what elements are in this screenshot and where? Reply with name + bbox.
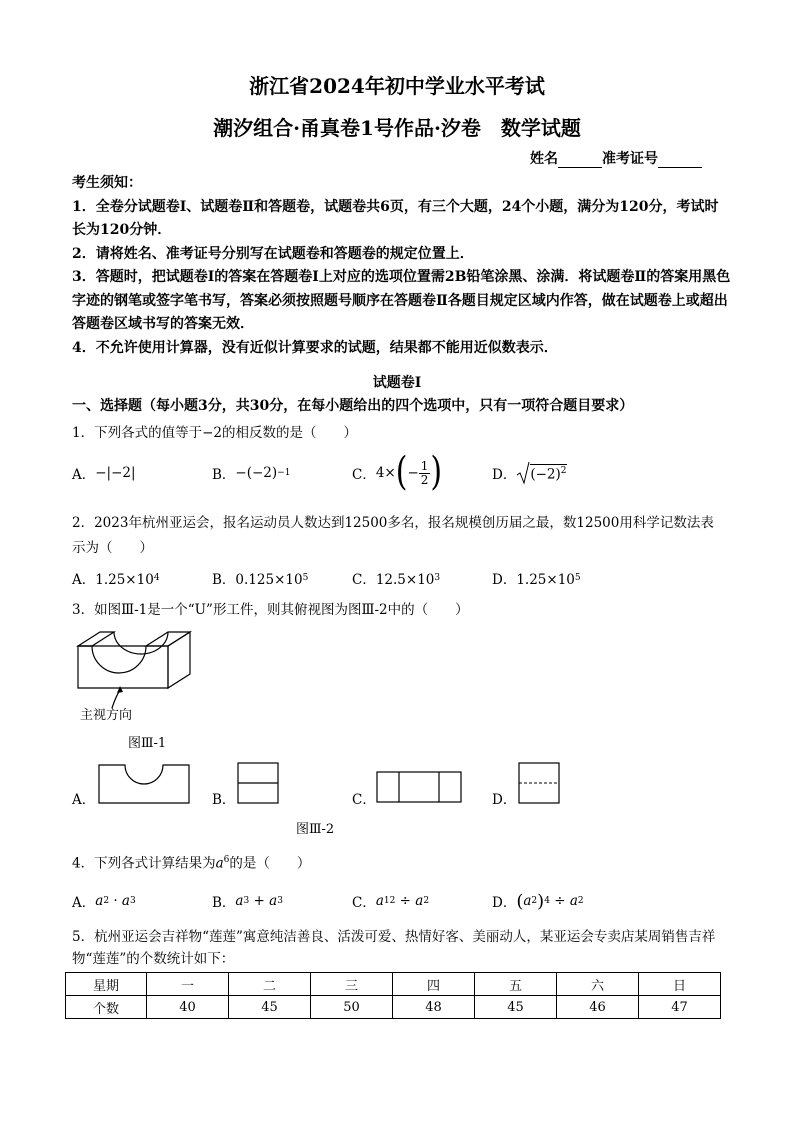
notice-item: 1．全卷分试题卷Ⅰ、试题卷Ⅱ和答题卷，试题卷共6页，有三个大题，24个小题，满分为120分，考试时长为120分钟．: [72, 198, 719, 238]
exam-subtitle: 潮汐组合·甬真卷1号作品·汐卷 数学试题: [213, 116, 581, 140]
table-cell: 45: [229, 996, 311, 1019]
exam-title: 浙江省2024年初中学业水平考试: [249, 74, 545, 98]
table-cell: 48: [393, 996, 475, 1019]
option-letter: A．: [72, 467, 96, 483]
table-cell: 45: [475, 996, 557, 1019]
view-a-icon: [98, 764, 190, 804]
table-cell: 六: [557, 973, 639, 996]
table-cell: 四: [393, 973, 475, 996]
table-row: [66, 973, 721, 996]
option-expr: (−2): [530, 466, 561, 483]
q4-option-a[interactable]: A． a 2 · a 3: [72, 893, 136, 911]
q1-stem: 1．下列各式的值等于−2的相反数的是（ ）: [72, 425, 357, 441]
name-blank[interactable]: [558, 153, 602, 168]
table-row: [66, 996, 721, 1019]
option-expr: −(−2): [235, 465, 278, 481]
option-expr: 4×: [375, 465, 396, 481]
q4-stem: 4．下列各式计算结果为$a^6$的是（ ）: [72, 855, 311, 872]
q1-option-a[interactable]: [72, 458, 136, 488]
table-cell: 二: [229, 973, 311, 996]
fraction: $\frac{1}{2}$: [420, 458, 429, 487]
table-cell: 一: [147, 973, 229, 996]
section-title: 一、选择题（每小题3分，共30分，在每小题给出的四个选项中，只有一项符合题目要求）: [72, 398, 634, 414]
table-cell: 40: [147, 996, 229, 1019]
table-cell: 46: [557, 996, 639, 1019]
option-letter: C．: [352, 467, 376, 483]
table-cell: 星期: [66, 973, 147, 996]
q1-options: [72, 449, 732, 496]
table-cell: 日: [639, 973, 721, 996]
q3-stem: 3．如图Ⅲ-1是一个“U”形工件，则其俯视图为图Ⅲ-2中的（ ）: [72, 602, 469, 618]
table-cell: 47: [639, 996, 721, 1019]
q4-option-c[interactable]: C． a 12 ÷ a 2: [352, 893, 430, 911]
q2-option-b[interactable]: B．0.125×10 5: [212, 572, 309, 588]
q3-option-b[interactable]: B．: [212, 792, 236, 808]
fig2-label: 图Ⅲ-2: [296, 822, 335, 837]
q3-option-d[interactable]: D．: [492, 792, 517, 808]
option-letter: D．: [492, 467, 517, 483]
q2-stem: 2．2023年杭州亚运会，报名运动员人数达到12500多名，报名规模创历届之最，数12500用科学记数法表示为（ ）: [72, 515, 714, 556]
q2-options: [72, 563, 732, 593]
q2-option-d[interactable]: D．1.25×10 5: [492, 572, 581, 588]
sqrt-icon: [516, 461, 530, 485]
view-c-icon: [376, 771, 462, 803]
option-sup: −1: [277, 468, 291, 478]
table-cell: 个数: [66, 996, 147, 1019]
id-label: 准考证号: [602, 151, 658, 167]
q3-option-c[interactable]: C．: [352, 792, 376, 808]
q4-option-b[interactable]: B． a 3 + a 3: [212, 893, 283, 911]
table-cell: 五: [475, 973, 557, 996]
q5-stem: 5．杭州亚运会吉祥物“莲莲”寓意纯洁善良、活泼可爱、热情好客、美丽动人，某亚运会专卖店某周销售吉祥物“莲莲”的个数统计如下：: [72, 929, 716, 967]
q1-option-b[interactable]: [212, 458, 290, 488]
table-cell: 50: [311, 996, 393, 1019]
q2-option-c[interactable]: C．12.5×10 3: [352, 572, 441, 588]
fig1-label: 图Ⅲ-1: [128, 736, 167, 751]
notice-heading: 考生须知：: [72, 175, 142, 191]
sales-table: [65, 972, 721, 1019]
table-cell: 三: [311, 973, 393, 996]
candidate-info: [530, 148, 702, 168]
q1-option-c[interactable]: C． 4× ( − $\frac{1}{2}$ ): [352, 449, 443, 496]
notice-block: [72, 172, 732, 360]
notice-item: 2．请将姓名、准考证号分别写在试题卷和答题卷的规定位置上．: [72, 245, 474, 262]
id-blank[interactable]: [658, 153, 702, 168]
q1-option-d[interactable]: D． $(-2)^2$: [492, 458, 567, 488]
notice-item: 4．不允许使用计算器，没有近似计算要求的试题，结果都不能用近似数表示．: [72, 339, 558, 356]
view-b-icon: [237, 762, 279, 804]
option-expr: −|−2|: [95, 465, 136, 481]
volume-title: 试题卷Ⅰ: [372, 375, 422, 391]
view-d-icon: [518, 762, 560, 804]
q4-option-d[interactable]: D． ( a 2 ) 4 ÷ a 2: [492, 890, 584, 912]
notice-item: 3．答题时，把试题卷Ⅰ的答案在答题卷Ⅰ上对应的选项位置需2B铅笔涂黑、涂满．将试题卷Ⅱ的答案用黑色字迹的钢笔或签字笔书写，答案必须按照题号顺序在答题卷Ⅱ各题目规定区域内作答，做在试题卷上或超出答题卷区域书写的答案无效．: [72, 269, 731, 332]
q3-option-a[interactable]: A．: [72, 792, 96, 808]
name-label: 姓名: [530, 151, 558, 167]
fig1-direction: 主视方向: [80, 708, 133, 723]
option-letter: B．: [212, 467, 236, 483]
q4-options: [72, 886, 732, 916]
q2-option-a[interactable]: A．1.25×10 4: [72, 572, 160, 588]
